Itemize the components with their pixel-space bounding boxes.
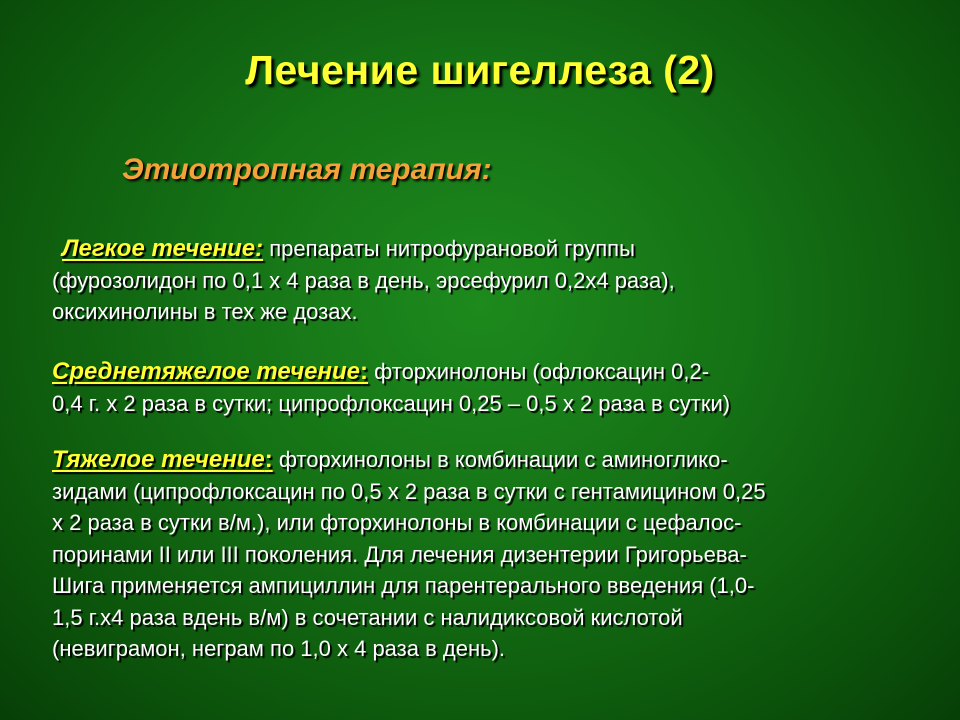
slide-subtitle: Этиотропная терапия: — [122, 153, 492, 186]
section-medium-colon: : — [360, 358, 369, 385]
section-medium-text: фторхинолоны (офлоксацин 0,2- — [368, 359, 710, 384]
section-severe-heading: Тяжелое течение — [52, 446, 265, 473]
section-severe-text: Шига применяется ампициллин для парентерального введения (1,0- — [52, 573, 755, 598]
section-severe-text: поринами II или III поколения. Для лечения дизентерии Григорьева- — [52, 541, 747, 567]
section-severe-text: х 2 раза в сутки в/м.), или фторхинолоны в комбинации с цефалос- — [52, 510, 742, 535]
section-severe-colon: : — [264, 446, 273, 473]
section-light-heading: Легкое течение: — [62, 235, 264, 262]
section-severe-line — [52, 444, 924, 476]
section-severe-text: (невиграмон, неграм по 1,0 х 4 раза в день). — [52, 636, 506, 661]
section-severe-text: фторхинолоны в комбинации с аминоглико- — [272, 447, 728, 472]
section-severe-course — [52, 444, 924, 665]
section-medium-heading: Среднетяжелое течение — [52, 358, 361, 385]
section-light-text: (фурозолидон по 0,1 х 4 раза в день, эрсефурил 0,2х4 раза), — [52, 267, 675, 293]
section-light-text: препараты нитрофурановой группы — [263, 236, 635, 261]
section-severe-text: 1,5 г.х4 раза вдень в/м) в сочетании с налидиксовой кислотой — [52, 604, 683, 630]
section-medium-line — [52, 356, 924, 388]
section-light-line — [52, 233, 924, 265]
section-medium-course — [52, 356, 924, 419]
section-light-text: оксихинолины в тех же дозах. — [52, 299, 358, 324]
slide-title: Лечение шигеллеза (2) — [245, 47, 715, 93]
section-light-course — [52, 233, 924, 328]
section-severe-text: зидами (ципрофлоксацин по 0,5 х 2 раза в сутки с гентамицином 0,25 — [52, 478, 766, 504]
section-medium-text: 0,4 г. х 2 раза в сутки; ципрофлоксацин 0,25 – 0,5 х 2 раза в сутки) — [52, 390, 731, 416]
